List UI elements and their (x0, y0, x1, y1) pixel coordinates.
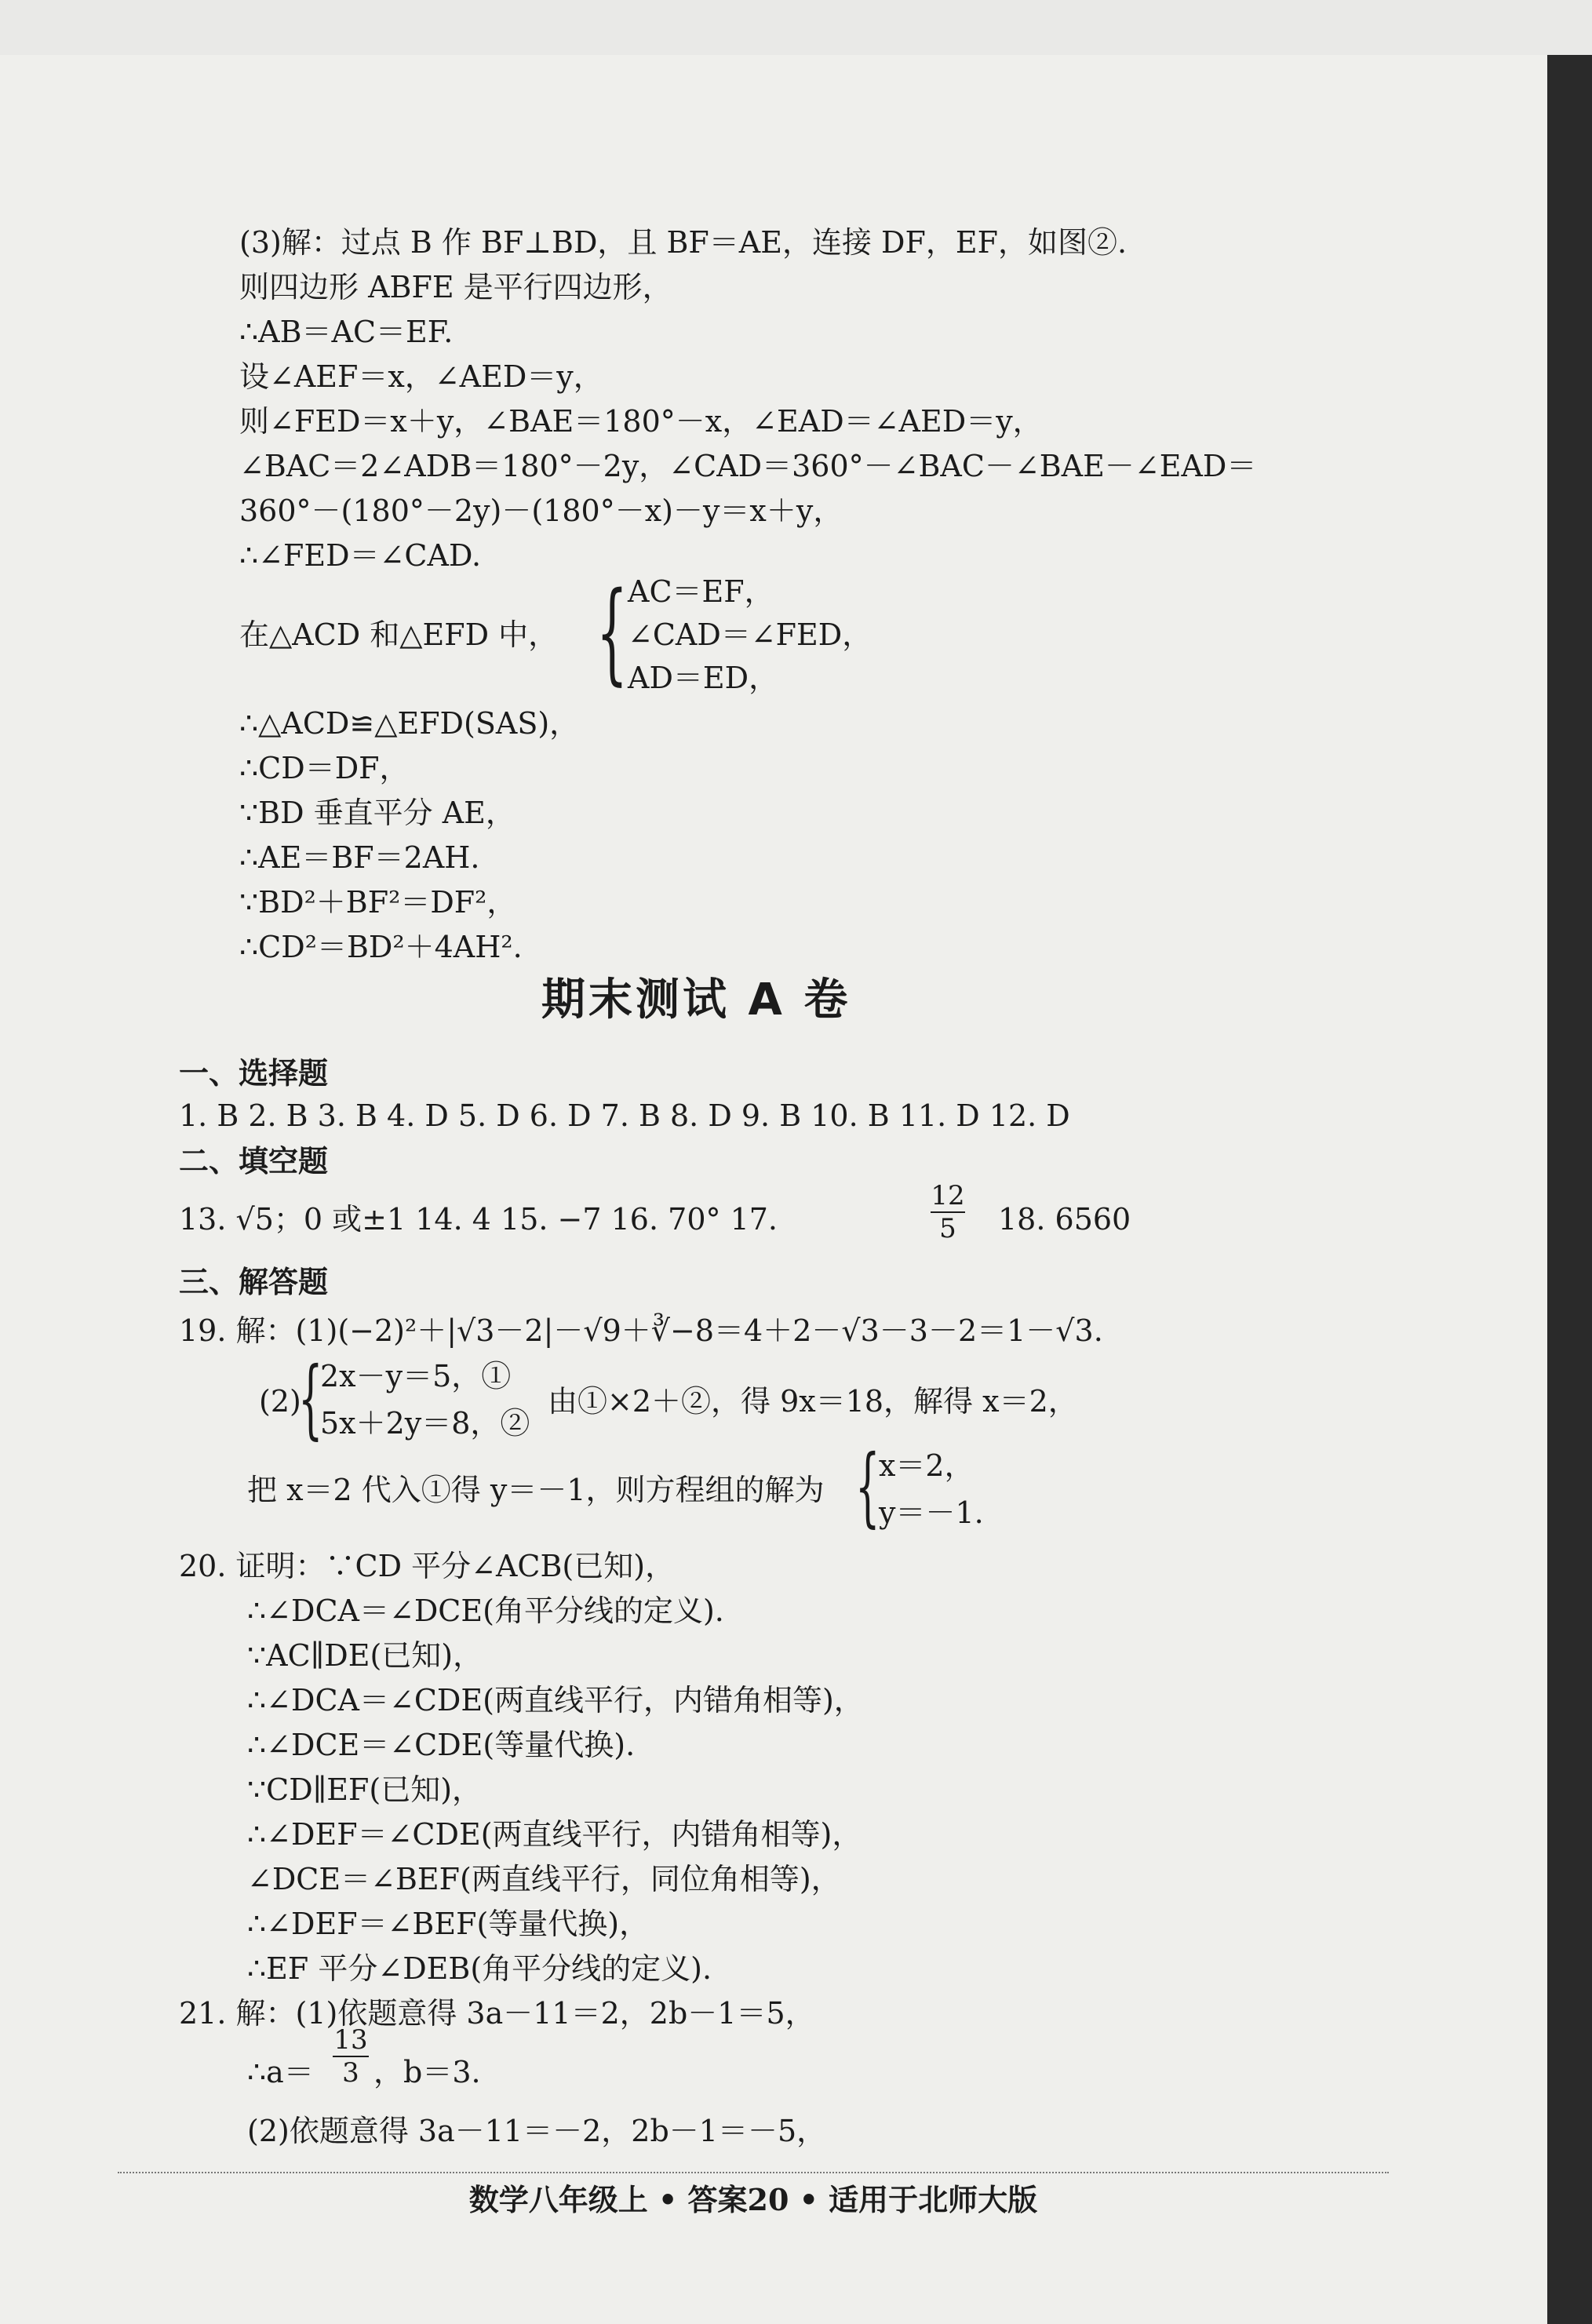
q20-line-7: ∴∠DEF＝∠CDE(两直线平行，内错角相等)， (247, 1817, 862, 1852)
proof-line-11: ∵BD 垂直平分 AE， (239, 796, 515, 830)
q19-part1: 19. 解：(1)(−2)²＋|√3－2|－√9＋∛−8＝4＋2－√3－3－2＝1－√3. (179, 1313, 1103, 1348)
fraction-numerator: 13 (333, 2024, 368, 2056)
page-footer (118, 2180, 1389, 2220)
left-brace: { (298, 1348, 323, 1448)
fraction-numerator: 12 (931, 1180, 965, 1211)
q21-b-value: ，b＝3. (373, 2055, 481, 2089)
fraction-denominator: 3 (342, 2057, 359, 2089)
page-title: 期末测试 A 卷 (541, 974, 851, 1025)
q19-equation-2: 5x＋2y＝8，② (320, 1406, 530, 1441)
footer-rule (118, 2172, 1389, 2173)
q19-part2-text: 由①×2＋②，得 9x＝18，解得 x＝2， (548, 1384, 1078, 1419)
fill-answers-part1: 13. √5；0 或±1 14. 4 15. −7 16. 70° 17. (179, 1202, 778, 1237)
page-paper (0, 55, 1547, 2324)
condition-3: AD＝ED， (628, 661, 779, 695)
proof-line-7: 360°－(180°－2y)－(180°－x)－y＝x＋y， (239, 494, 843, 528)
fraction-13-3 (330, 2024, 372, 2089)
condition-prefix: 在△ACD 和△EFD 中， (239, 617, 559, 652)
proof-line-2: 则四边形 ABFE 是平行四边形， (239, 270, 672, 304)
proof-line-12: ∴AE＝BF＝2AH. (239, 840, 480, 875)
section-heading-choice: 一、选择题 (179, 1056, 329, 1091)
proof-line-13: ∵BD²＋BF²＝DF²， (239, 885, 517, 920)
footer-text: 数学八年级上 • 答案20 • 适用于北师大版 (468, 2182, 1038, 2217)
q21-line-1: 21. 解：(1)依题意得 3a－11＝2，2b－1＝5， (179, 1996, 815, 2031)
condition-2: ∠CAD＝∠FED， (628, 617, 873, 652)
q19-part2-prefix: (2) (259, 1384, 301, 1419)
q20-line-3: ∵AC∥DE(已知)， (247, 1638, 483, 1673)
fraction-denominator: 5 (939, 1213, 956, 1244)
fill-answers-part2: 18. 6560 (998, 1202, 1131, 1237)
section-heading-fill: 二、填空题 (179, 1144, 329, 1178)
q20-line-9: ∴∠DEF＝∠BEF(等量代换)， (247, 1907, 650, 1941)
q20-line-6: ∵CD∥EF(已知)， (247, 1772, 483, 1807)
condition-1: AC＝EF， (628, 574, 774, 609)
q20-line-2: ∴∠DCA＝∠DCE(角平分线的定义). (247, 1594, 724, 1628)
q21-line-3: (2)依题意得 3a－11＝－2，2b－1＝－5， (247, 2114, 827, 2148)
proof-line-10: ∴CD＝DF， (239, 751, 410, 785)
q20-line-10: ∴EF 平分∠DEB(角平分线的定义). (247, 1951, 712, 1986)
torn-page-edge (1547, 55, 1592, 2324)
proof-line-5: 则∠FED＝x＋y，∠BAE＝180°－x，∠EAD＝∠AED＝y， (239, 404, 1043, 439)
q20-line-1: 20. 证明：∵CD 平分∠ACB(已知)， (179, 1549, 676, 1583)
choice-answers: 1. B 2. B 3. B 4. D 5. D 6. D 7. B 8. D 9. B 10. B 11. D 12. D (179, 1098, 1070, 1133)
q19-solution-x: x＝2， (879, 1448, 975, 1483)
fraction-12-5 (928, 1180, 967, 1244)
q20-line-5: ∴∠DCE＝∠CDE(等量代换). (247, 1728, 636, 1762)
proof-line-1: (3)解：过点 B 作 BF⊥BD，且 BF＝AE，连接 DF，EF，如图②. (239, 225, 1128, 260)
q20-line-8: ∠DCE＝∠BEF(两直线平行，同位角相等)， (247, 1862, 841, 1896)
q19-equation-1: 2x－y＝5，① (320, 1359, 512, 1393)
q20-line-4: ∴∠DCA＝∠CDE(两直线平行，内错角相等)， (247, 1683, 864, 1718)
proof-line-4: 设∠AEF＝x，∠AED＝y， (239, 359, 603, 394)
proof-line-9: ∴△ACD≌△EFD(SAS)， (239, 706, 580, 741)
q19-solution-y: y＝－1. (879, 1495, 984, 1530)
section-heading-solve: 三、解答题 (179, 1265, 329, 1299)
left-brace: { (596, 569, 628, 697)
q21-a-prefix: ∴a＝ (247, 2055, 314, 2089)
q19-part3-text: 把 x＝2 代入①得 y＝－1，则方程组的解为 (247, 1473, 825, 1507)
proof-line-3: ∴AB＝AC＝EF. (239, 315, 454, 349)
proof-line-6: ∠BAC＝2∠ADB＝180°－2y，∠CAD＝360°－∠BAC－∠BAE－∠EAD＝ (239, 449, 1257, 483)
proof-line-14: ∴CD²＝BD²＋4AH². (239, 930, 523, 964)
left-brace: { (855, 1436, 880, 1536)
proof-line-8: ∴∠FED＝∠CAD. (239, 538, 482, 573)
